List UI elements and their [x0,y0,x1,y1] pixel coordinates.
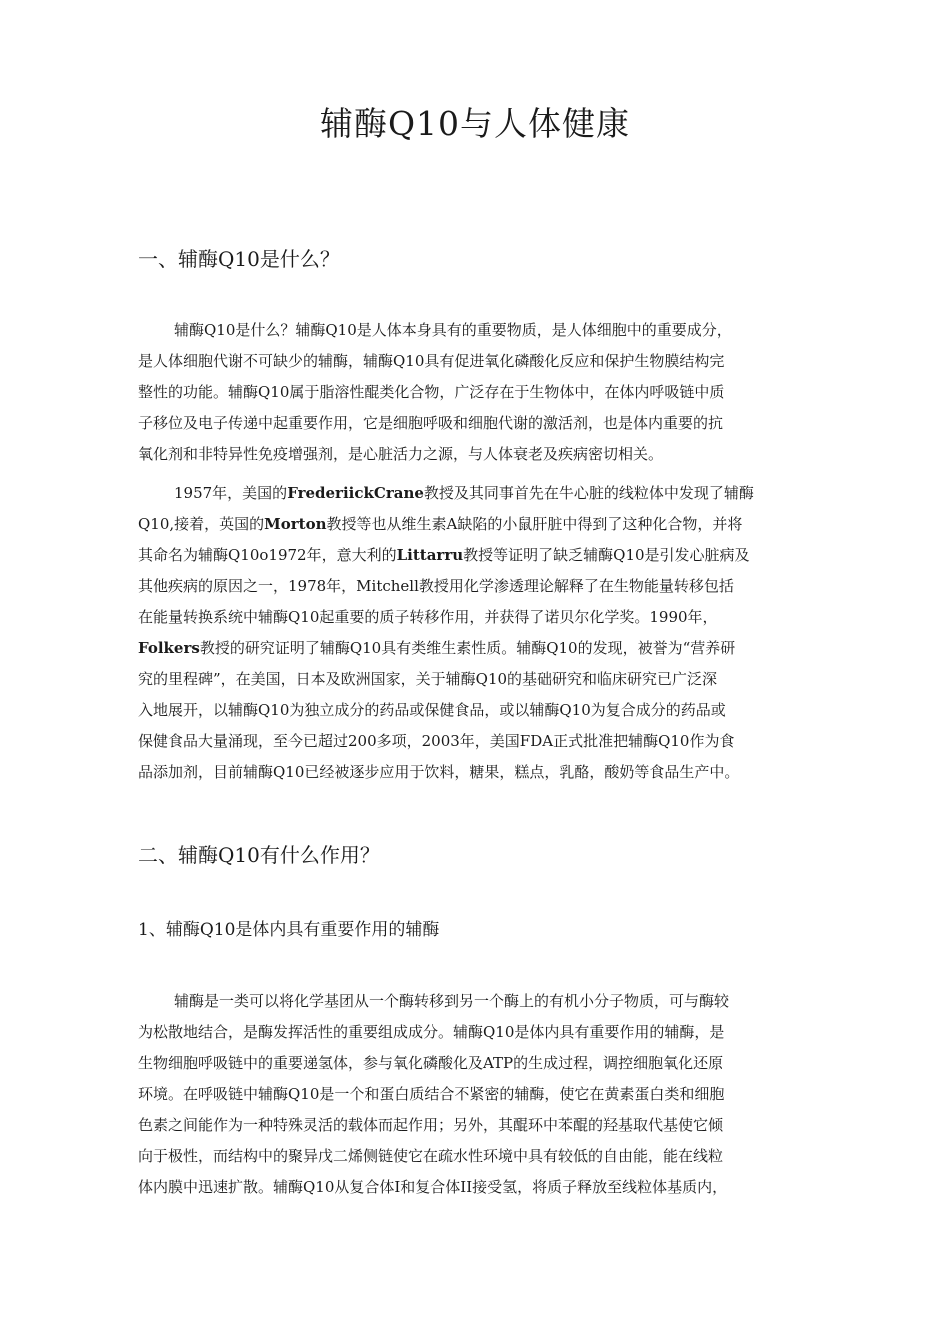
text-run: 教授等也从维生素A缺陷的小鼠肝脏中得到了这种化合物，并将 [326,515,743,533]
text-run: 教授等证明了缺乏辅酶Q10是引发心脏病及 [463,546,750,564]
section-heading-2: 二、辅酶Q10有什么作用？ [138,843,380,867]
text-line: 入地展开，以辅酶Q10为独立成分的药品或保健食品，或以辅酶Q10为复合成分的药品或 [138,701,726,719]
text-line: 辅酶是一类可以将化学基团从一个酶转移到另一个酶上的有机小分子物质，可与酶较 [174,992,730,1010]
text-run: 教授的研究证明了辅酶Q10具有类维生素性质。辅酶Q10的发现，被誉为“营养研 [199,639,736,657]
person-name: Morton [264,515,327,533]
text-line: 保健食品大量涌现，至今已超过200多项，2003年，美国FDA正式批准把辅酶Q10作为食 [138,732,735,750]
text-line [138,633,828,664]
text-run: 1957年，美国的 [174,484,288,502]
section-heading-1: 一、辅酶Q10是什么？ [138,247,340,271]
text-line: 色素之间能作为一种特殊灵活的载体而起作用；另外，其醌环中苯醌的羟基取代基使它倾 [138,1116,724,1134]
text-line: 体内膜中迅速扩散。辅酶Q10从复合体I和复合体II接受氢，将质子释放至线粒体基质内， [138,1178,728,1196]
section2-paragraph-1 [138,986,828,1203]
text-line: 整性的功能。辅酶Q10属于脂溶性醌类化合物，广泛存在于生物体中，在体内呼吸链中质 [138,383,725,401]
text-line: 生物细胞呼吸链中的重要递氢体，参与氧化磷酸化及ATP的生成过程，调控细胞氧化还原 [138,1054,724,1072]
text-line [138,478,828,509]
text-line: 环境。在呼吸链中辅酶Q10是一个和蛋白质结合不紧密的辅酶，使它在黄素蛋白类和细胞 [138,1085,725,1103]
text-run: 教授及其同事首先在牛心脏的线粒体中发现了辅酶 [423,484,754,502]
text-line [138,509,828,540]
subsection-heading-1: 1、辅酶Q10是体内具有重要作用的辅酶 [138,920,440,940]
section1-paragraph-1 [138,315,828,470]
person-name: FrederiickCrane [287,484,424,502]
text-run: Q10,接着，英国的 [138,515,265,533]
text-line: 辅酶Q10是什么？辅酶Q10是人体本身具有的重要物质，是人体细胞中的重要成分， [174,321,732,339]
text-line: 子移位及电子传递中起重要作用，它是细胞呼吸和细胞代谢的激活剂，也是体内重要的抗 [138,414,724,432]
text-line: 为松散地结合，是酶发挥活性的重要组成成分。辅酶Q10是体内具有重要作用的辅酶，是 [138,1023,725,1041]
text-line: 向于极性，而结构中的聚异戊二烯侧链使它在疏水性环境中具有较低的自由能，能在线粒 [138,1147,724,1165]
text-line: 是人体细胞代谢不可缺少的辅酶，辅酶Q10具有促进氧化磷酸化反应和保护生物膜结构完 [138,352,725,370]
text-line: 究的里程碑”，在美国，日本及欧洲国家，关于辅酶Q10的基础研究和临床研究已广泛深 [138,670,718,688]
text-line: 其他疾病的原因之一，1978年，Mitchell教授用化学渗透理论解释了在生物能量转移包括 [138,577,734,595]
text-line: 氧化剂和非特异性免疫增强剂，是心脏活力之源，与人体衰老及疾病密切相关。 [138,445,664,463]
text-line: 品添加剂，目前辅酶Q10已经被逐步应用于饮料，糖果，糕点，乳酪，酸奶等食品生产中。 [138,763,740,781]
section1-paragraph-2 [138,478,828,788]
person-name: Folkers [138,639,200,657]
text-run: 其命名为辅酶Q10o1972年，意大利的 [138,546,397,564]
person-name: Littarru [396,546,464,564]
text-line [138,540,828,571]
text-line: 在能量转换系统中辅酶Q10起重要的质子转移作用，并获得了诺贝尔化学奖。1990年， [138,608,718,626]
document-title: 辅酶Q10与人体健康 [319,104,631,143]
